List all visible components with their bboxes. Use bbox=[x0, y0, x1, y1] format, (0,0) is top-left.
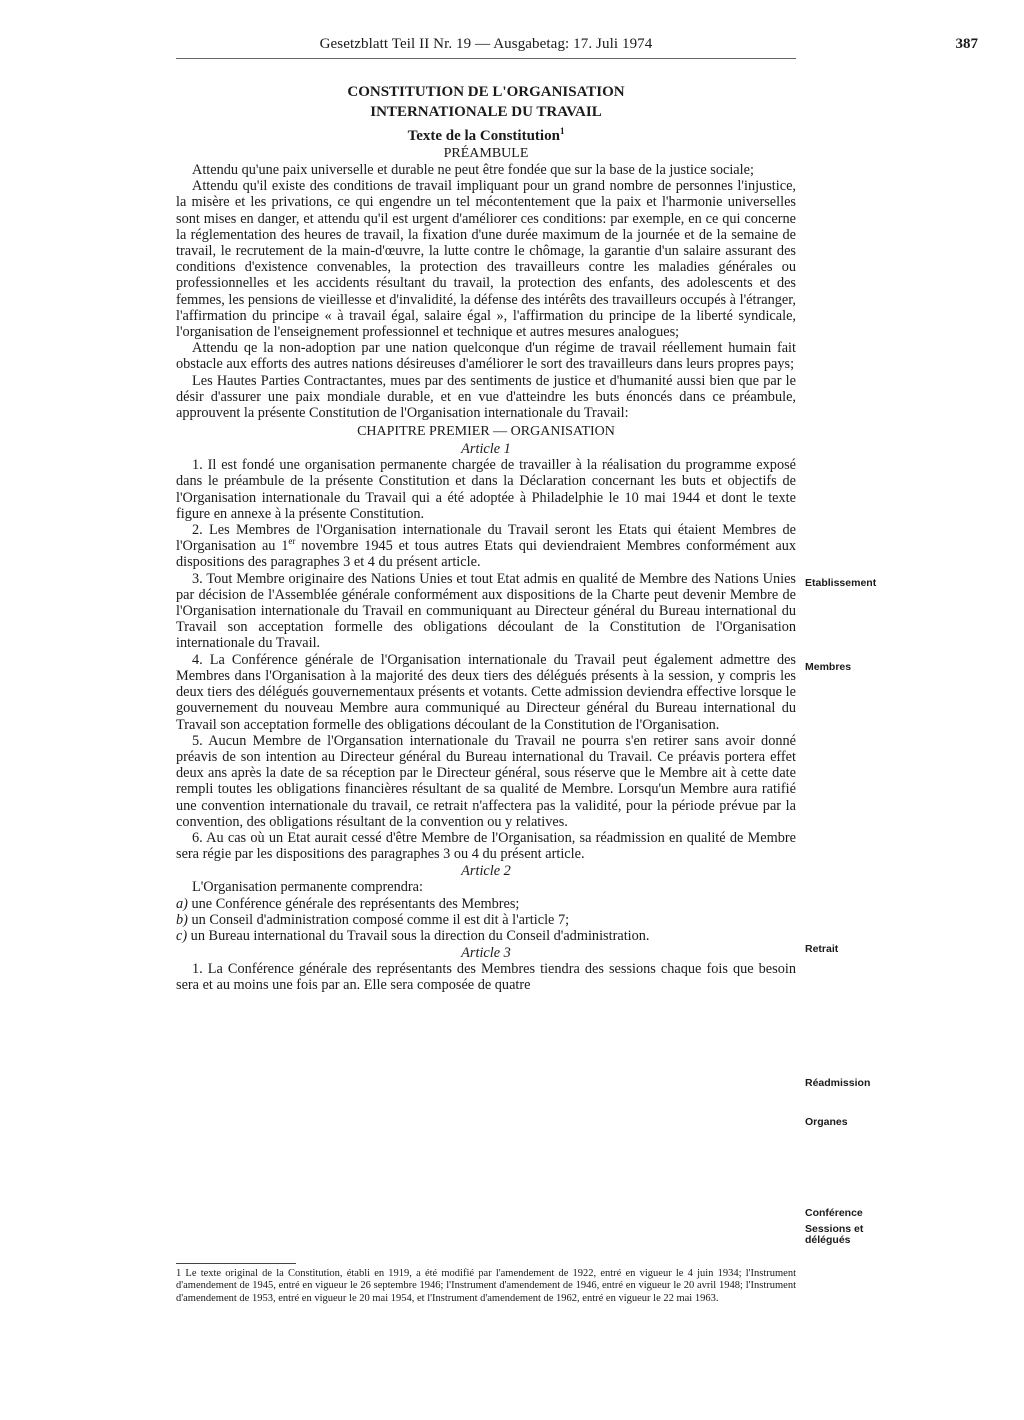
document-title bbox=[176, 82, 796, 122]
footnote-text: Le texte original de la Constitution, établi en 1919, a été modifié par l'amendement de 1922, entré en vigueur le 4 juin 1934; l'Instrument d'amendement de 1945, entré en vigueur le 26 septembre 1946; l'Instrument d'amendement de 1946, entré en vigueur le 20 avril 1948; l'Instrument d'amendement de 1953, entré en vigueur le 20 mai 1954, et l'Instrument d'amendement de 1962, entré en vigueur le 22 mai 1963. bbox=[176, 1268, 796, 1304]
header-rule bbox=[176, 58, 796, 59]
article-1-paragraph-1: 1. Il est fondé une organisation permanente chargée de travailler à la réalisation du programme exposé dans le préambule de la présente Constitution et dans la Déclaration concernant les buts et objectifs de l'Organisation internationale du Travail qui a été adoptée à Philadelphie le 10 mai 1944 et dont le texte figure en annexe à la présente Constitution. bbox=[176, 457, 796, 522]
article-1-paragraph-2 bbox=[176, 522, 796, 571]
list-marker: b) bbox=[176, 911, 188, 928]
preamble-paragraph: Attendu qe la non-adoption par une nation quelconque d'un régime de travail réellement humain fait obstacle aux efforts des autres nations désireuses d'améliorer le sort des travailleurs dans leurs propres pays; bbox=[176, 340, 796, 373]
article-1-paragraph-5: 5. Aucun Membre de l'Organsation internationale du Travail ne pourra s'en retirer sans avoir donné préavis de son intention au Directeur général du Bureau international du Travail. Ce préavis portera effet deux ans après la date de sa réception par le Directeur général, sous réserve que le Membre ait à cette date rempli toutes les obligations financières résultant de sa qualité de Membre. Lorsqu'un Membre aura ratifié une convention internationale du travail, ce retrait n'affectera pas la validité, pour la période prévue par la convention, des obligations résultant de la convention ou y relatives. bbox=[176, 732, 796, 830]
paragraph-2-text-a: 2. Les Membres de l'Organisation internationale du Travail seront les Etats qui étaient Membres de l'Organisation au 1 bbox=[176, 522, 796, 555]
preamble-heading: PRÉAMBULE bbox=[443, 146, 529, 161]
article-1-heading: Article 1 bbox=[461, 441, 511, 458]
subtitle-text: Texte de la Constitution bbox=[407, 128, 560, 144]
margin-note-conference: Conférence bbox=[805, 1207, 863, 1219]
list-item bbox=[176, 912, 796, 928]
article-3-heading: Article 3 bbox=[461, 945, 511, 962]
margin-note-sessions-line-1: Sessions et bbox=[805, 1223, 864, 1235]
article-1-paragraph-3: 3. Tout Membre originaire des Nations Unies et tout Etat admis en qualité de Membre des Nations Unies par décision de l'Assemblée générale conformément aux dispositions de la Charte peut devenir Membre de l'Organisation internationale du Travail en communiquant au Directeur général du Bureau international du Travail son acceptation formelle des obligations découlant de la Constitution de l'Organisation internationale du Travail. bbox=[176, 570, 796, 652]
list-item bbox=[176, 928, 796, 944]
article-1-paragraph-4: 4. La Conférence générale de l'Organisation internationale du Travail peut également admettre des Membres dans l'Organisation à la majorité des deux tiers des délégués présents à la session, y compris les deux tiers des délégués gouvernementaux présents et votants. Cette admission deviendra effective lorsque le gouvernement du nouveau Membre aura communiqué au Directeur général du Bureau international du Travail son acceptation formelle des obligations découlant de la Constitution de l'Organisation. bbox=[176, 651, 796, 733]
margin-note-readmission: Réadmission bbox=[805, 1077, 871, 1089]
article-2-intro: L'Organisation permanente comprendra: bbox=[192, 879, 423, 896]
list-marker: c) bbox=[176, 927, 188, 944]
subtitle bbox=[176, 126, 796, 146]
organ-list bbox=[176, 896, 796, 945]
margin-note-sessions-line-2: délégués bbox=[805, 1234, 851, 1246]
footnote-marker: 1 bbox=[176, 1268, 182, 1279]
footnote-rule bbox=[176, 1263, 296, 1264]
list-marker: a) bbox=[176, 895, 188, 912]
main-text-column bbox=[176, 82, 796, 994]
preamble-paragraph: Attendu qu'une paix universelle et durable ne peut être fondée que sur la base de la justice sociale; bbox=[192, 162, 754, 178]
list-item-text: un Conseil d'administration composé comme il est dit à l'article 7; bbox=[187, 911, 570, 928]
chapter-heading: CHAPITRE PREMIER — ORGANISATION bbox=[357, 424, 615, 440]
subtitle-footnote-marker: 1 bbox=[559, 126, 565, 136]
article-3-paragraph-1: 1. La Conférence générale des représentants des Membres tiendra des sessions chaque fois que besoin sera et au moins une fois par an. Elle sera composée de quatre bbox=[176, 961, 796, 994]
margin-note-membres: Membres bbox=[805, 661, 852, 673]
list-item-text: une Conférence générale des représentants des Membres; bbox=[187, 895, 520, 912]
list-item-text: un Bureau international du Travail sous la direction du Conseil d'administration. bbox=[187, 927, 650, 944]
margin-note-sessions bbox=[805, 1224, 895, 1246]
margin-note-etablissement: Etablissement bbox=[805, 577, 877, 589]
running-head: Gesetzblatt Teil II Nr. 19 — Ausgabetag: 17. Juli 1974 bbox=[319, 36, 653, 52]
ordinal-superscript: er bbox=[288, 536, 296, 547]
preamble-paragraph: Les Hautes Parties Contractantes, mues par des sentiments de justice et d'humanité aussi bien que par le désir d'assurer une paix mondiale durable, et en vue d'atteindre les buts énoncés dans ce préambule, approuvent la présente Constitution de l'Organisation internationale du Travail: bbox=[176, 372, 796, 422]
preamble bbox=[176, 162, 796, 421]
title-line-2: INTERNATIONALE DU TRAVAIL bbox=[370, 104, 602, 120]
article-2-heading: Article 2 bbox=[461, 863, 511, 880]
title-line-1: CONSTITUTION DE L'ORGANISATION bbox=[347, 84, 625, 100]
article-1-paragraph-6: 6. Au cas où un Etat aurait cessé d'être Membre de l'Organisation, sa réadmission en qualité de Membre sera régie par les dispositions des paragraphes 3 ou 4 du présent article. bbox=[176, 829, 796, 863]
margin-note-organes: Organes bbox=[805, 1116, 848, 1128]
preamble-paragraph: Attendu qu'il existe des conditions de travail impliquant pour un grand nombre de personnes l'injustice, la misère et les privations, ce qui engendre un tel mécontentement que la paix et l'harmonie universelles sont mises en danger, et attendu qu'il est urgent d'améliorer ces conditions: par exemple, en ce qui concerne la réglementation des heures de travail, la fixation d'une durée maximum de la journée et de la semaine de travail, le recrutement de la main-d'œuvre, la lutte contre le chômage, la garantie d'un salaire assurant des conditions d'existence convenables, la protection des travailleurs contre les maladies générales ou professionnelles et les accidents résultant du travail, la protection des enfants, des adolescents et des femmes, les pensions de vieillesse et d'invalidité, la défense des intérêts des travailleurs occupés à l'étranger, l'affirmation du principe « à travail égal, salaire égal », l'affirmation du principe de la liberté syndicale, l'organisation de l'enseignement professionnel et technique et autres mesures analogues; bbox=[176, 178, 796, 341]
paragraph-2-text-b: novembre 1945 et tous autres Etats qui deviendraient Membres conformément aux dispositions des paragraphes 3 et 4 du présent article. bbox=[176, 538, 796, 571]
page-number: 387 bbox=[955, 36, 978, 52]
footnote bbox=[176, 1268, 796, 1305]
list-item bbox=[176, 896, 796, 912]
margin-note-retrait: Retrait bbox=[805, 943, 839, 955]
